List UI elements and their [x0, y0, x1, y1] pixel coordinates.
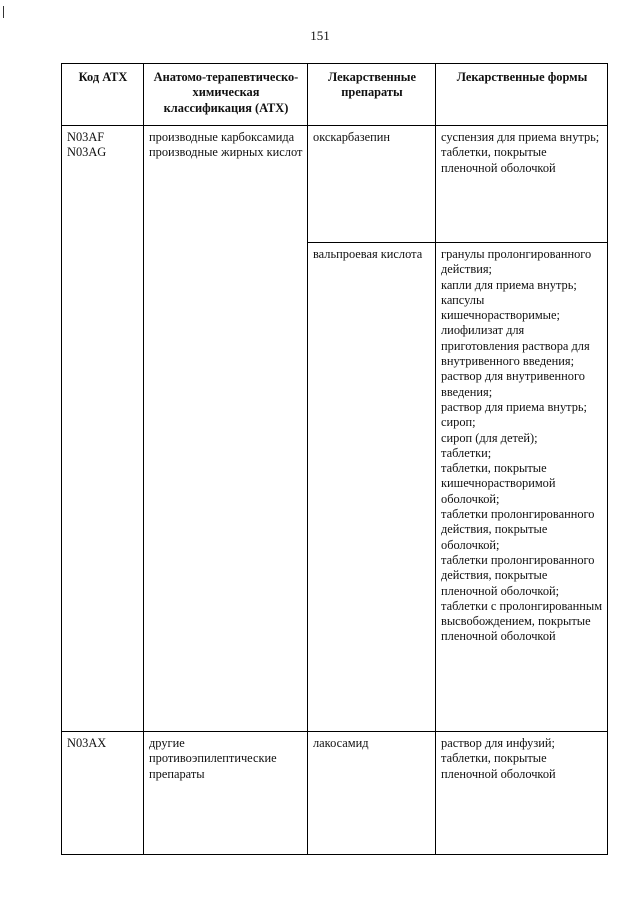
- table-row: [62, 732, 608, 855]
- drug-name-cell: вальпроевая кислота: [308, 243, 436, 732]
- table-header-row: [62, 64, 608, 126]
- header-atx-code: Код АТХ: [62, 64, 144, 126]
- header-atx-classification: Анатомо-терапевтическо-химическая классификация (АТХ): [144, 64, 308, 126]
- atx-code-cell: N03AX: [62, 732, 144, 855]
- page-number: 151: [310, 28, 330, 43]
- dosage-forms-cell: раствор для инфузий; таблетки, покрытые пленочной оболочкой: [436, 732, 608, 855]
- drug-name-cell: окскарбазепин: [308, 126, 436, 243]
- drug-name-cell: лакосамид: [308, 732, 436, 855]
- atx-table: [61, 63, 608, 855]
- header-drugs: Лекарственные препараты: [308, 64, 436, 126]
- dosage-forms-cell: суспензия для приема внутрь; таблетки, покрытые пленочной оболочкой: [436, 126, 608, 243]
- header-dosage-forms: Лекарственные формы: [436, 64, 608, 126]
- classification-cell: производные карбоксамида производные жирных кислот: [144, 126, 308, 732]
- table-row: [62, 126, 608, 243]
- atx-code-cell: N03AF N03AG: [62, 126, 144, 732]
- scan-edge-mark: [3, 6, 4, 18]
- dosage-forms-cell: гранулы пролонгированного действия; капли для приема внутрь; капсулы кишечнорастворимые; лиофилизат для приготовления раствора для внутривенного введения; раствор для внутривенного введения; раствор для приема внутрь; сироп; сироп (для детей); таблетки; таблетки, покрытые кишечнорастворимой оболочкой; таблетки пролонгированного действия, покрытые оболочкой; таблетки пролонгированного действия, покрытые пленочной оболочкой; таблетки с пролонгированным высвобождением, покрытые пленочной оболочкой: [436, 243, 608, 732]
- classification-cell: другие противоэпилептические препараты: [144, 732, 308, 855]
